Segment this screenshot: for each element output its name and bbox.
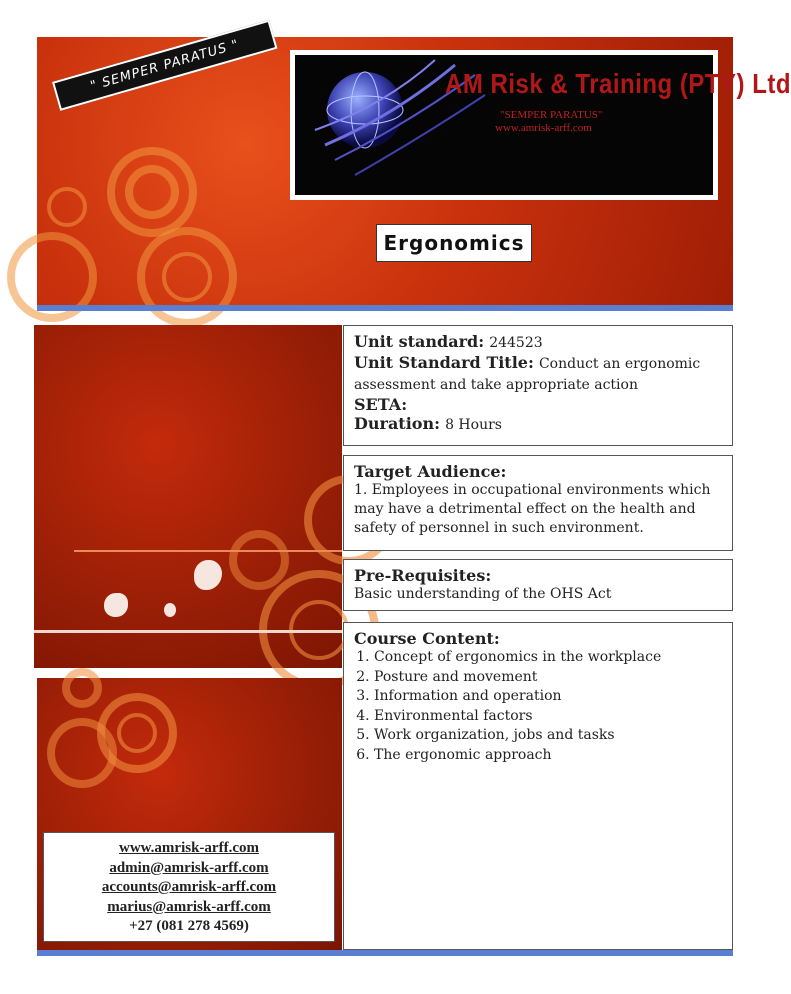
website-link[interactable]: www.amrisk-arff.com — [119, 840, 259, 856]
prerequisites-heading: Pre-Requisites: — [354, 566, 492, 585]
duration-value: 8 Hours — [445, 417, 502, 433]
unit-standard-box — [343, 325, 733, 446]
course-content-heading: Course Content: — [354, 629, 500, 648]
page-title-text: Ergonomics — [383, 231, 525, 255]
phone-number: +27 (081 278 4569) — [129, 918, 249, 934]
list-item: 5. Work organization, jobs and tasks — [374, 726, 722, 746]
target-audience-text: 1. Employees in occupational environments which may have a detrimental effect on the health and safety of personnel in such environment. — [354, 482, 711, 536]
course-content-box — [343, 622, 733, 950]
unit-standard-title-value: Conduct an ergonomic assessment and take appropriate action — [354, 356, 701, 393]
target-audience-box — [343, 455, 733, 551]
decorative-line — [34, 630, 342, 633]
motto-text: " SEMPER PARATUS " — [88, 36, 241, 94]
header-divider — [37, 305, 733, 311]
paint-splatter — [104, 593, 128, 617]
logo-motto: "SEMPER PARATUS" — [500, 109, 603, 121]
company-logo — [290, 50, 791, 200]
unit-standard-label: Unit standard: — [354, 332, 485, 351]
list-item: 1. Concept of ergonomics in the workplace — [374, 648, 722, 668]
decorative-ring — [47, 187, 87, 227]
logo-website: www.amrisk-arff.com — [495, 122, 592, 134]
paint-splatter — [194, 560, 222, 590]
course-content-list — [354, 648, 722, 765]
decorative-line — [74, 550, 342, 552]
decorative-ring — [47, 718, 117, 788]
list-item: 4. Environmental factors — [374, 707, 722, 727]
list-item: 6. The ergonomic approach — [374, 746, 722, 766]
accounts-email-link[interactable]: accounts@amrisk-arff.com — [101, 879, 277, 895]
target-audience-heading: Target Audience: — [354, 462, 507, 481]
prerequisites-text: Basic understanding of the OHS Act — [354, 586, 612, 602]
decorative-ring — [162, 252, 212, 302]
contact-box — [43, 832, 335, 942]
decorative-ring — [229, 530, 289, 590]
logo-company-name: AM Risk & Training (PTY) Ltd — [445, 68, 791, 100]
marius-email-link[interactable]: marius@amrisk-arff.com — [107, 898, 271, 915]
list-item: 3. Information and operation — [374, 687, 722, 707]
decorative-ring — [62, 668, 102, 708]
page-title — [376, 224, 532, 262]
paint-splatter — [164, 603, 176, 617]
duration-label: Duration: — [354, 414, 440, 433]
prerequisites-box — [343, 559, 733, 611]
left-decorative-panel-top — [34, 325, 342, 668]
decorative-ring — [125, 165, 179, 219]
footer-divider — [37, 950, 733, 956]
decorative-ring — [117, 713, 157, 753]
seta-label: SETA: — [354, 395, 408, 414]
unit-standard-value: 244523 — [489, 335, 543, 351]
admin-email-link[interactable]: admin@amrisk-arff.com — [109, 859, 269, 876]
list-item: 2. Posture and movement — [374, 668, 722, 688]
unit-standard-title-label: Unit Standard Title: — [354, 353, 534, 372]
